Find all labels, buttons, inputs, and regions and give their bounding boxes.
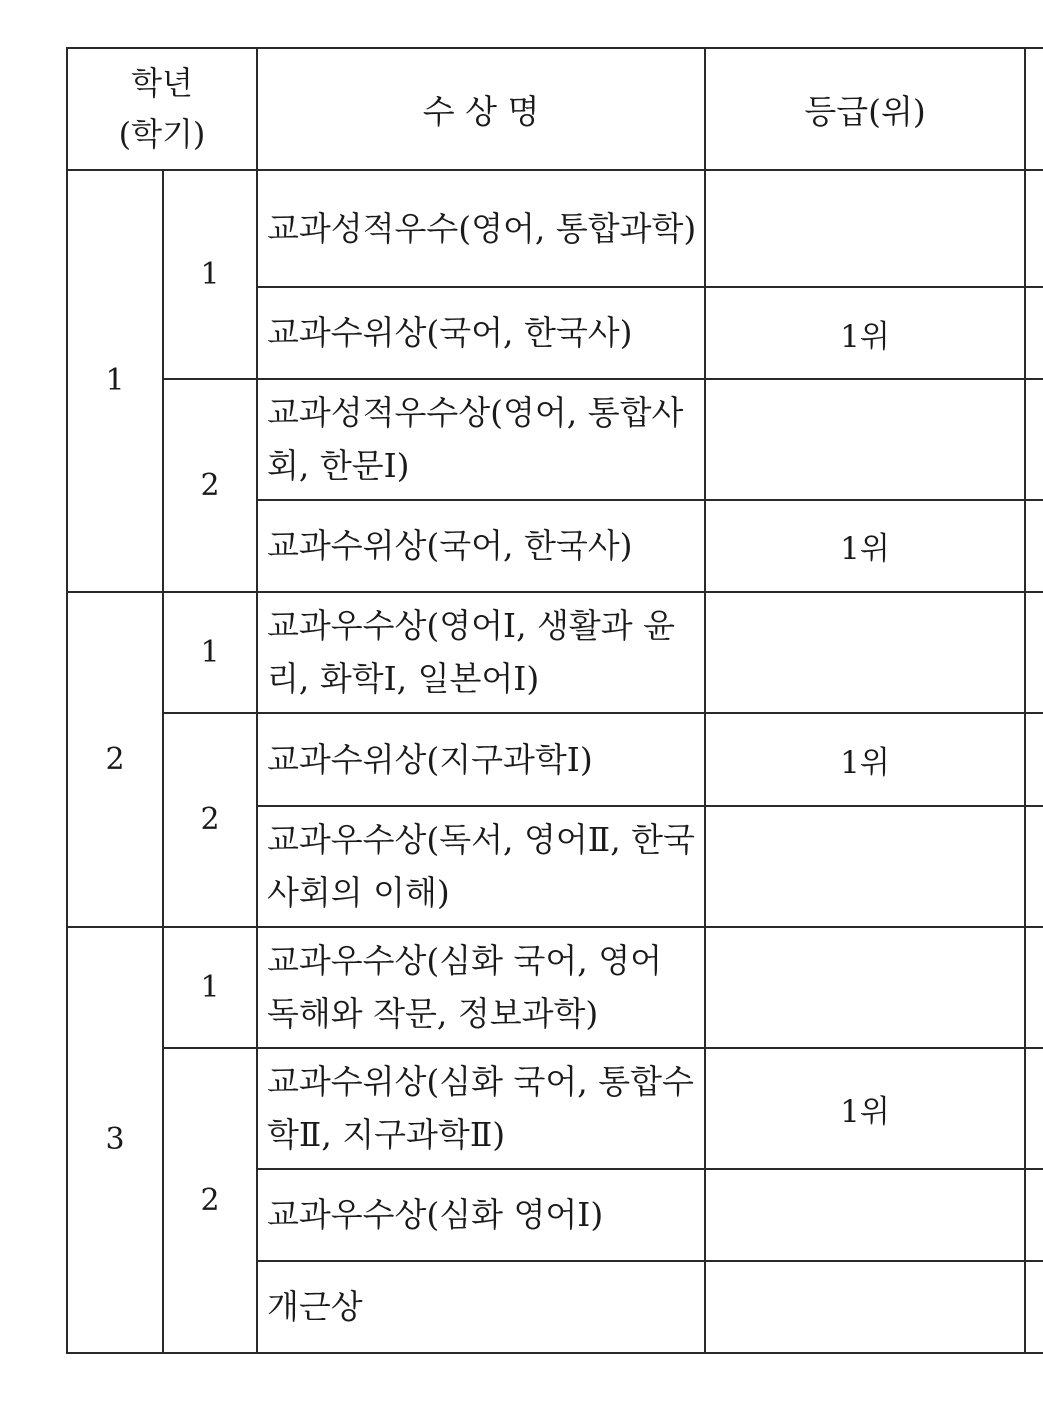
award-name-cell: 교과성적우수상(영어, 통합사회, 한문Ⅰ) (257, 379, 705, 500)
rank-cell: 1위 (705, 713, 1025, 806)
table-row (67, 592, 1043, 713)
grade-cell: 3 (67, 927, 163, 1353)
award-name-cell: 교과성적우수(영어, 통합과학) (257, 170, 705, 287)
table-row (67, 927, 1043, 1048)
extra-cell (1025, 806, 1043, 927)
award-name-cell: 교과우수상(영어Ⅰ, 생활과 윤리, 화학Ⅰ, 일본어Ⅰ) (257, 592, 705, 713)
rank-cell (705, 806, 1025, 927)
extra-cell (1025, 713, 1043, 806)
award-name-cell: 교과우수상(심화 영어Ⅰ) (257, 1169, 705, 1261)
rank-cell (705, 592, 1025, 713)
rank-cell: 1위 (705, 500, 1025, 592)
extra-cell (1025, 379, 1043, 500)
header-grade-label: 학년 (131, 63, 193, 102)
extra-cell (1025, 170, 1043, 287)
header-extra (1025, 48, 1043, 170)
extra-cell (1025, 287, 1043, 379)
table-row (67, 713, 1043, 806)
award-table (66, 47, 1043, 1354)
header-grade-semester (67, 48, 257, 170)
semester-cell: 1 (163, 170, 257, 379)
extra-cell (1025, 1048, 1043, 1169)
semester-cell: 1 (163, 927, 257, 1048)
extra-cell (1025, 927, 1043, 1048)
rank-cell (705, 927, 1025, 1048)
grade-cell: 2 (67, 592, 163, 927)
award-name-cell: 교과수위상(심화 국어, 통합수학Ⅱ, 지구과학Ⅱ) (257, 1048, 705, 1169)
table-row (67, 1048, 1043, 1169)
extra-cell (1025, 1169, 1043, 1261)
award-name-cell: 교과우수상(독서, 영어Ⅱ, 한국 사회의 이해) (257, 806, 705, 927)
table-row (67, 170, 1043, 287)
award-name-cell: 교과수위상(지구과학Ⅰ) (257, 713, 705, 806)
header-rank: 등급(위) (705, 48, 1025, 170)
award-name-cell: 개근상 (257, 1261, 705, 1353)
award-name-cell: 교과수위상(국어, 한국사) (257, 287, 705, 379)
extra-cell (1025, 1261, 1043, 1353)
table-row (67, 379, 1043, 500)
header-row (67, 48, 1043, 170)
semester-cell: 2 (163, 379, 257, 592)
rank-cell (705, 1169, 1025, 1261)
grade-cell: 1 (67, 170, 163, 592)
extra-cell (1025, 500, 1043, 592)
rank-cell (705, 379, 1025, 500)
semester-cell: 1 (163, 592, 257, 713)
semester-cell: 2 (163, 713, 257, 927)
header-award-name: 수 상 명 (257, 48, 705, 170)
rank-cell (705, 170, 1025, 287)
award-name-cell: 교과수위상(국어, 한국사) (257, 500, 705, 592)
rank-cell: 1위 (705, 1048, 1025, 1169)
award-name-cell: 교과우수상(심화 국어, 영어 독해와 작문, 정보과학) (257, 927, 705, 1048)
rank-cell: 1위 (705, 287, 1025, 379)
rank-cell (705, 1261, 1025, 1353)
semester-cell: 2 (163, 1048, 257, 1353)
extra-cell (1025, 592, 1043, 713)
header-semester-label: (학기) (118, 115, 206, 153)
